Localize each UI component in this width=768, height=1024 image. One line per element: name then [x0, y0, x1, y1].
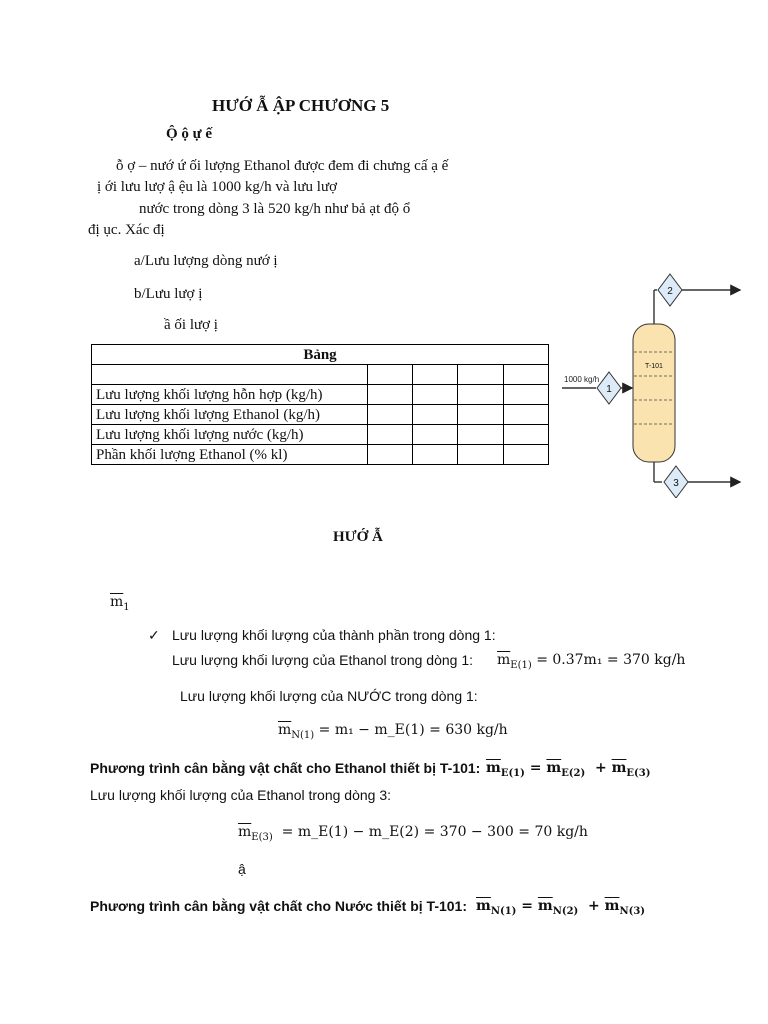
- bullet-text: Lưu lượng khối lượng của thành phần trong dòng 1:: [172, 627, 496, 643]
- m1-symbol: $\overline{m}_1$: [110, 594, 130, 613]
- table-caption: Bảng: [92, 345, 549, 365]
- water-equation: $\overline{m}_{N(1)} = m_1$ − m_E(1) = 630 kg/h: [278, 722, 508, 741]
- stream-2-label: 2: [667, 286, 673, 297]
- table-caption-row: [92, 345, 549, 365]
- row-label: Phần khối lượng Ethanol (% kl): [92, 445, 368, 465]
- balance-water-equation: $\overline{m}_{N(1)} = \overline{m}_{N(2)} + \overline{m}_{N(3)}$: [476, 898, 646, 917]
- ethanol-stream3-equation: $\overline{m}_{E(3)}$ = m_E(1) − m_E(2) = 370 − 300 = 70 kg/h: [238, 824, 588, 843]
- check-icon: ✓: [148, 627, 160, 643]
- column-t101: [633, 324, 675, 462]
- table-row: [92, 385, 549, 405]
- table-row: [92, 405, 549, 425]
- balance-ethanol-equation: $\overline{m}_{E(1)} = \overline{m}_{E(2)} + \overline{m}_{E(3)}$: [486, 760, 651, 779]
- subheading: Ộ ộ ự ế: [166, 126, 213, 142]
- solution-heading: HƯỚ Ẫ: [333, 529, 383, 545]
- stream-3-label: 3: [673, 478, 679, 489]
- table-row: [92, 425, 549, 445]
- feed-label: 1000 kg/h: [564, 375, 600, 384]
- column-label: T-101: [645, 363, 663, 370]
- balance-ethanol-label: Phương trình cân bằng vật chất cho Ethanol thiết bị T-101:: [90, 760, 481, 776]
- water-line-label: Lưu lượng khối lượng của NƯỚC trong dòng 1:: [180, 688, 478, 704]
- data-table: [91, 344, 549, 465]
- ethanol-line-equation: $\overline{m}_{E(1)} = 0.37m_1 = 370$ kg/h: [497, 652, 686, 671]
- question-c: ầ ối lượ ị: [164, 317, 218, 333]
- row-label: Lưu lượng khối lượng hỗn hợp (kg/h): [92, 385, 368, 405]
- ethanol-stream3-label: Lưu lượng khối lượng của Ethanol trong dòng 3:: [90, 787, 391, 803]
- question-b: b/Lưu lượ ị: [134, 286, 203, 302]
- table-row: [92, 365, 549, 385]
- table-row: [92, 445, 549, 465]
- page-title: HƯỚ Ẫ ẬP CHƯƠNG 5: [212, 96, 390, 115]
- intro-line-4: đị ục. Xác đị: [88, 222, 165, 238]
- small-char: ậ: [238, 861, 246, 877]
- question-a: a/Lưu lượng dòng nướ ị: [134, 253, 278, 269]
- ethanol-line-label: Lưu lượng khối lượng của Ethanol trong dòng 1:: [172, 652, 473, 668]
- intro-line-3: nước trong dòng 3 là 520 kg/h như bả ạt độ ổ: [139, 201, 411, 217]
- intro-line-1: ỗ ợ – nướ ứ ối lượng Ethanol được đem đi chưng cấ ạ ế: [116, 158, 449, 174]
- intro-line-2: ị ới lưu lượ ậ ệu là 1000 kg/h và lưu lượ: [97, 179, 338, 195]
- row-label: Lưu lượng khối lượng nước (kg/h): [92, 425, 368, 445]
- row-label: Lưu lượng khối lượng Ethanol (kg/h): [92, 405, 368, 425]
- stream-1-label: 1: [606, 384, 612, 395]
- balance-water-label: Phương trình cân bằng vật chất cho Nước thiết bị T-101:: [90, 898, 468, 914]
- process-diagram: [560, 268, 750, 498]
